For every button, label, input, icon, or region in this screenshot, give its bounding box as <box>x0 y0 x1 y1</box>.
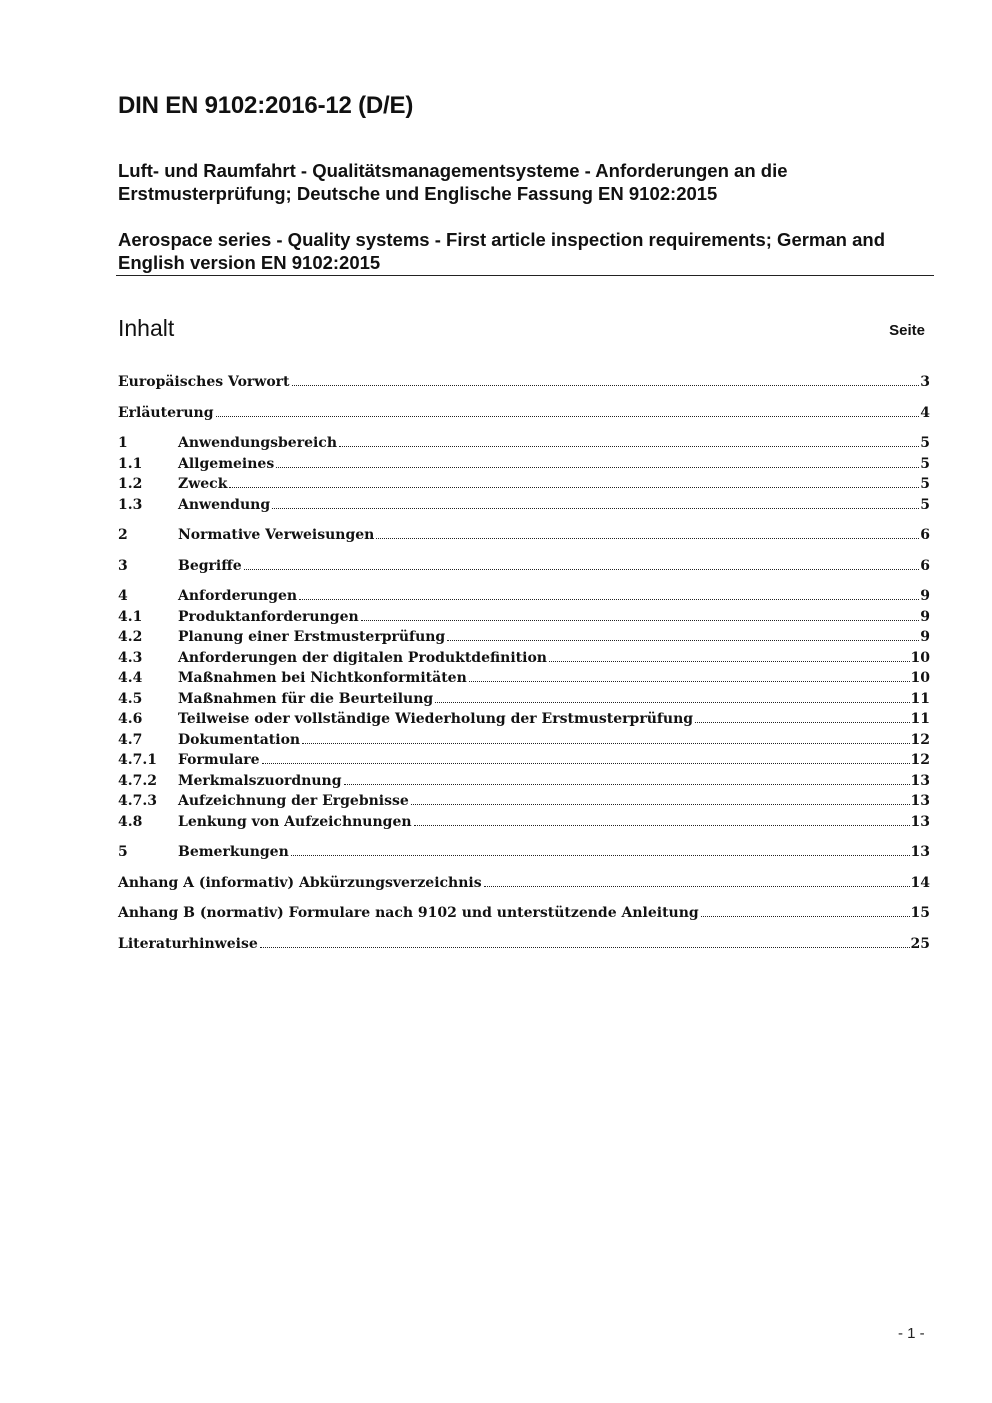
toc-entry-page: 12 <box>910 731 930 748</box>
toc-dot-leader <box>447 640 919 641</box>
toc-entry-number: 4.5 <box>118 690 143 707</box>
toc-dot-leader <box>292 385 920 386</box>
toc-entry-title: Anforderungen <box>178 588 298 604</box>
toc-entry-title: Anwendung <box>178 496 271 513</box>
toc-entry-title: Planung einer Erstmusterprüfung <box>178 629 446 645</box>
toc-dot-leader <box>414 825 910 826</box>
toc-entry[interactable] <box>118 750 930 771</box>
toc-entry[interactable] <box>118 709 930 730</box>
toc-entry-title: Anhang A (informativ) Abkürzungsverzeichnis <box>118 874 482 891</box>
toc-entry-title: Zweck <box>178 476 228 492</box>
toc-dot-leader <box>411 804 910 805</box>
toc-entry[interactable] <box>118 556 930 577</box>
toc-entry-number: 4.7.1 <box>118 752 157 768</box>
toc-dot-leader <box>299 599 919 600</box>
table-of-contents <box>118 372 930 954</box>
toc-dot-leader <box>549 661 910 662</box>
toc-entry[interactable] <box>118 903 930 924</box>
toc-dot-leader <box>262 763 910 764</box>
toc-entry[interactable] <box>118 873 930 894</box>
toc-entry[interactable] <box>118 525 930 546</box>
toc-entry-title: Maßnahmen für die Beurteilung <box>178 690 434 707</box>
toc-entry-number: 4.8 <box>118 813 143 830</box>
toc-page-label: Seite <box>889 322 925 339</box>
toc-entry[interactable] <box>118 771 930 792</box>
toc-entry-page: 10 <box>910 670 930 686</box>
toc-entry[interactable] <box>118 934 930 955</box>
document-id: DIN EN 9102:2016-12 (D/E) <box>118 92 414 119</box>
toc-entry-title: Allgemeines <box>178 455 275 472</box>
toc-dot-leader <box>435 702 909 703</box>
title-german: Luft- und Raumfahrt - Qualitätsmanagementsysteme - Anforderungen an die Erstmusterprüfung; Deutsche und Englische Fassung EN 9102:2015 <box>118 160 788 204</box>
toc-dot-leader <box>216 416 920 417</box>
toc-entry-page: 5 <box>920 435 930 451</box>
toc-entry-number: 1.1 <box>118 455 143 472</box>
toc-entry[interactable] <box>118 607 930 628</box>
toc-entry-number: 4 <box>118 588 128 604</box>
toc-entry-page: 5 <box>920 496 930 513</box>
toc-entry[interactable] <box>118 668 930 689</box>
toc-entry-title: Anwendungsbereich <box>178 435 337 451</box>
toc-entry-title: Merkmalszuordnung <box>178 772 342 789</box>
toc-entry-page: 6 <box>920 527 930 543</box>
toc-entry-number: 4.2 <box>118 629 143 645</box>
toc-entry-number: 1.2 <box>118 476 143 492</box>
toc-entry-title: Aufzeichnung der Ergebnisse <box>178 793 409 809</box>
toc-entry[interactable] <box>118 586 930 607</box>
toc-dot-leader <box>291 855 910 856</box>
toc-entry-number: 4.7.3 <box>118 793 157 809</box>
toc-entry[interactable] <box>118 812 930 833</box>
toc-entry[interactable] <box>118 474 930 495</box>
toc-entry[interactable] <box>118 495 930 516</box>
title-divider <box>116 275 934 276</box>
toc-entry-page: 13 <box>910 813 930 830</box>
toc-entry[interactable] <box>118 403 930 424</box>
toc-entry-page: 9 <box>920 608 930 625</box>
toc-entry-title: Literaturhinweise <box>118 935 258 952</box>
toc-dot-leader <box>260 947 910 948</box>
toc-entry-page: 13 <box>910 772 930 789</box>
toc-entry[interactable] <box>118 433 930 454</box>
toc-entry-number: 4.7 <box>118 731 143 748</box>
toc-dot-leader <box>339 446 919 447</box>
toc-dot-leader <box>272 508 919 509</box>
toc-entry-page: 5 <box>920 476 930 492</box>
toc-entry-number: 1.3 <box>118 496 143 513</box>
toc-dot-leader <box>244 569 920 570</box>
toc-entry-page: 9 <box>920 629 930 645</box>
toc-dot-leader <box>701 916 910 917</box>
toc-entry-number: 1 <box>118 435 128 451</box>
toc-entry-page: 6 <box>920 557 930 574</box>
toc-entry[interactable] <box>118 648 930 669</box>
toc-dot-leader <box>469 681 910 682</box>
toc-entry-title: Produktanforderungen <box>178 608 359 625</box>
toc-dot-leader <box>484 886 910 887</box>
toc-entry-page: 11 <box>910 690 930 707</box>
toc-entry-title: Teilweise oder vollständige Wiederholung der Erstmusterprüfung <box>178 711 694 727</box>
toc-entry-page: 5 <box>920 455 930 472</box>
toc-entry-page: 9 <box>920 588 930 604</box>
toc-entry[interactable] <box>118 627 930 648</box>
toc-entry-title: Begriffe <box>178 557 242 574</box>
toc-entry-title: Normative Verweisungen <box>178 527 375 543</box>
toc-dot-leader <box>361 620 920 621</box>
toc-entry-page: 10 <box>910 649 930 666</box>
toc-dot-leader <box>276 467 919 468</box>
title-english: Aerospace series - Quality systems - First article inspection requirements; German and English version EN 9102:2015 <box>118 229 886 273</box>
toc-entry-number: 4.4 <box>118 670 143 686</box>
toc-entry-number: 4.1 <box>118 608 143 625</box>
toc-entry-page: 3 <box>920 374 930 390</box>
toc-entry-title: Formulare <box>178 752 260 768</box>
toc-entry-title: Dokumentation <box>178 731 301 748</box>
toc-dot-leader <box>229 487 919 488</box>
toc-entry-page: 4 <box>920 404 930 421</box>
toc-entry[interactable] <box>118 842 930 863</box>
toc-dot-leader <box>376 538 919 539</box>
toc-entry-number: 5 <box>118 844 128 860</box>
toc-entry-title: Maßnahmen bei Nichtkonformitäten <box>178 670 467 686</box>
toc-entry[interactable] <box>118 372 930 393</box>
toc-entry-number: 3 <box>118 557 128 574</box>
toc-entry-page: 12 <box>910 752 930 768</box>
toc-dot-leader <box>344 784 910 785</box>
toc-entry[interactable] <box>118 791 930 812</box>
toc-heading: Inhalt <box>118 315 175 341</box>
toc-entry-number: 4.6 <box>118 711 143 727</box>
toc-entry-title: Lenkung von Aufzeichnungen <box>178 813 412 830</box>
toc-dot-leader <box>302 743 909 744</box>
toc-entry-number: 2 <box>118 527 128 543</box>
toc-entry-page: 11 <box>910 711 930 727</box>
toc-entry-page: 14 <box>910 874 930 891</box>
toc-entry-title: Anhang B (normativ) Formulare nach 9102 und unterstützende Anleitung <box>118 905 699 921</box>
toc-entry-page: 13 <box>910 844 930 860</box>
toc-entry[interactable] <box>118 454 930 475</box>
toc-entry[interactable] <box>118 689 930 710</box>
toc-entry-number: 4.3 <box>118 649 143 666</box>
toc-entry-title: Europäisches Vorwort <box>118 374 290 390</box>
toc-dot-leader <box>695 722 909 723</box>
toc-entry-page: 15 <box>910 905 930 921</box>
page-number: - 1 - <box>898 1325 925 1342</box>
toc-entry-number: 4.7.2 <box>118 772 157 789</box>
toc-entry-page: 25 <box>910 935 930 952</box>
toc-entry-title: Bemerkungen <box>178 844 289 860</box>
toc-entry-title: Anforderungen der digitalen Produktdefinition <box>178 649 547 666</box>
toc-entry-page: 13 <box>910 793 930 809</box>
toc-entry-title: Erläuterung <box>118 404 214 421</box>
toc-entry[interactable] <box>118 730 930 751</box>
